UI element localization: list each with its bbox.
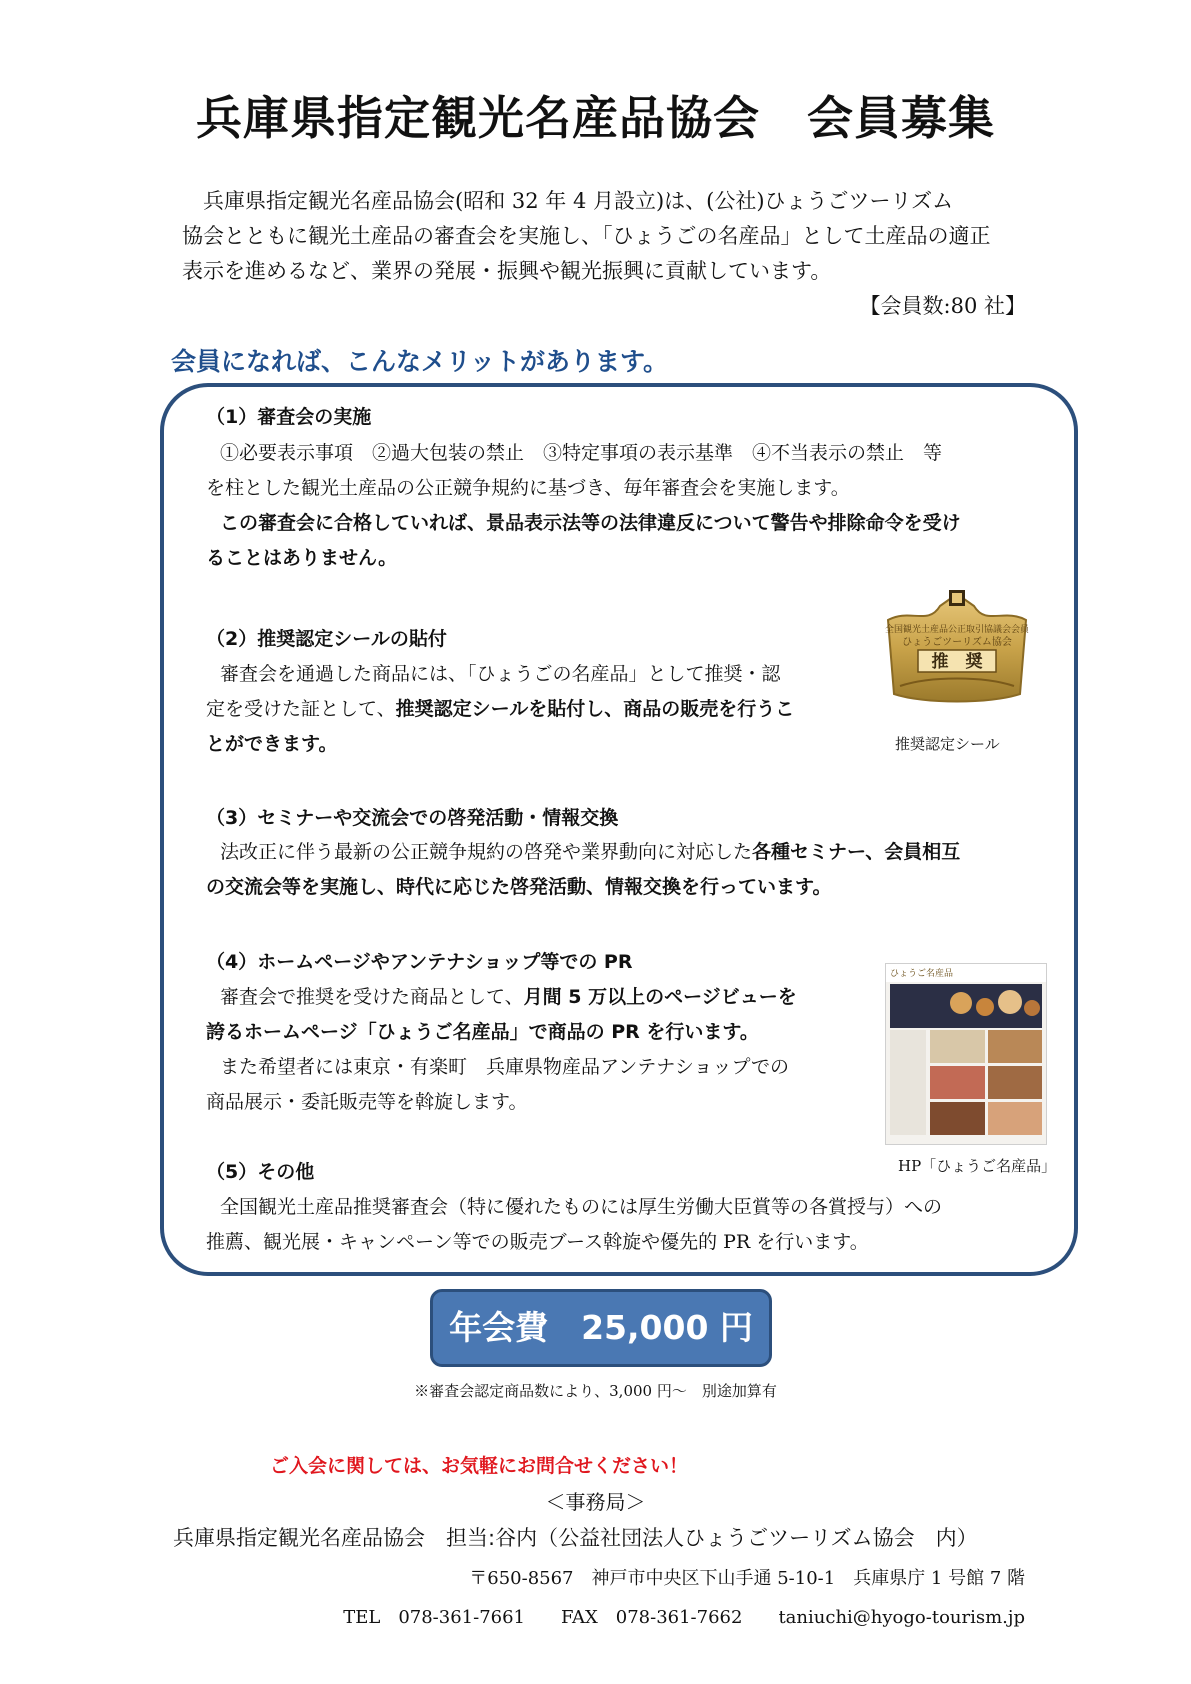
section-4-line-bold: 月間 5 万以上のページビューを <box>523 986 797 1008</box>
inquiry-callout: ご入会に関しては、お気軽にお問合せください！ <box>270 1455 689 1477</box>
tel-number: TEL 078-361-7661 <box>343 1607 526 1628</box>
section-3-line <box>206 835 1036 870</box>
section-4-line <box>206 980 866 1015</box>
section-1-title: （1）審査会の実施 <box>206 406 372 428</box>
section-2-line-bold: 推奨認定シールを貼付し、商品の販売を行うこ <box>395 698 795 720</box>
organization-name: 兵庫県指定観光名産品協会 担当:谷内 <box>173 1526 538 1550</box>
section-4-line: 誇るホームページ「ひょうご名産品」で商品の PR を行います。 <box>206 1021 759 1043</box>
member-count: 【会員数:80 社】 <box>859 294 1026 318</box>
section-2-line-part: 定を受けた証として、 <box>206 698 396 720</box>
section-3-line-part: 法改正に伴う最新の公正競争規約の啓発や業界動向に対応した <box>220 841 753 863</box>
recommendation-seal-image <box>880 590 1034 708</box>
contact-organization <box>173 1522 978 1552</box>
section-1-line: ることはありません。 <box>206 547 398 569</box>
section-2-line: 審査会を通過した商品には、「ひょうごの名産品」として推奨・認 <box>220 663 781 685</box>
section-4-title: （4）ホームページやアンテナショップ等での PR <box>206 951 633 973</box>
section-1-body <box>206 436 1036 576</box>
intro-line: 兵庫県指定観光名産品協会(昭和 32 年 4 月設立)は、(公社)ひょうごツーリズム <box>182 189 954 213</box>
section-5-body <box>206 1190 1036 1260</box>
homepage-screenshot-image <box>885 963 1047 1145</box>
section-2-line <box>206 692 866 727</box>
hp-site-title: ひょうご名産品 <box>886 964 1046 982</box>
section-3-body <box>206 835 1036 905</box>
intro-line: 協会とともに観光土産品の審査会を実施し、「ひょうごの名産品」として土産品の適正 <box>182 224 991 248</box>
section-1-line: を柱とした観光土産品の公正競争規約に基づき、毎年審査会を実施します。 <box>206 477 850 499</box>
merits-heading: 会員になれば、こんなメリットがあります。 <box>171 347 669 376</box>
section-5-title: （5）その他 <box>206 1161 315 1183</box>
section-2-title: （2）推奨認定シールの貼付 <box>206 628 447 650</box>
section-3-line: の交流会等を実施し、時代に応じた啓発活動、情報交換を行っています。 <box>206 876 832 898</box>
intro-line: 表示を進めるなど、業界の発展・振興や観光振興に貢献しています。 <box>182 259 832 283</box>
section-4-line-part: 審査会で推奨を受けた商品として、 <box>220 986 524 1008</box>
contact-address: 〒650-8567 神戸市中央区下山手通 5-10-1 兵庫県庁 1 号館 7 階 <box>469 1568 1025 1589</box>
email-link[interactable]: taniuchi@hyogo-tourism.jp <box>778 1607 1025 1628</box>
section-4-line: 商品展示・委託販売等を斡旋します。 <box>206 1091 528 1113</box>
organization-note: （公益社団法人ひょうごツーリズム協会 内） <box>537 1526 978 1550</box>
section-2-line: とができます。 <box>206 733 338 755</box>
office-label: ＜事務局＞ <box>545 1490 646 1514</box>
seal-top-text: 全国観光土産品公正取引協議会会員 <box>884 625 1030 635</box>
intro-paragraph <box>182 184 1027 289</box>
section-2-body <box>206 657 866 762</box>
section-3-line-bold: 各種セミナー、会員相互 <box>752 841 961 863</box>
seal-mid-text: ひょうごツーリズム協会 <box>902 637 1012 648</box>
annual-fee-badge: 年会費 25,000 円 <box>430 1289 772 1367</box>
seal-caption: 推奨認定シール <box>895 735 1000 753</box>
homepage-caption: HP「ひょうご名産品」 <box>898 1157 1057 1175</box>
page-title: 兵庫県指定観光名産品協会 会員募集 <box>196 91 995 145</box>
section-4-body <box>206 980 866 1120</box>
seal-crown-graphic <box>880 590 1034 708</box>
section-5-line: 全国観光土産品推奨審査会（特に優れたものには厚生労働大臣賞等の各賞授与）への <box>220 1196 943 1218</box>
section-5-line: 推薦、観光展・キャンペーン等での販売ブース斡旋や優先的 PR を行います。 <box>206 1231 869 1253</box>
section-1-line: この審査会に合格していれば、景品表示法等の法律違反について警告や排除命令を受け <box>220 512 961 534</box>
section-3-title: （3）セミナーや交流会での啓発活動・情報交換 <box>206 807 619 829</box>
fee-note: ※審査会認定商品数により、3,000 円～ 別途加算有 <box>414 1382 777 1400</box>
fax-number: FAX 078-361-7662 <box>561 1607 743 1628</box>
seal-main-text: 推 奨 <box>931 652 983 672</box>
section-1-line: ①必要表示事項 ②過大包装の禁止 ③特定事項の表示基準 ④不当表示の禁止 等 <box>220 442 943 464</box>
section-4-line: また希望者には東京・有楽町 兵庫県物産品アンテナショップでの <box>220 1056 790 1078</box>
hp-hero-banner <box>890 984 1042 1028</box>
contact-phone-line <box>343 1603 1025 1629</box>
